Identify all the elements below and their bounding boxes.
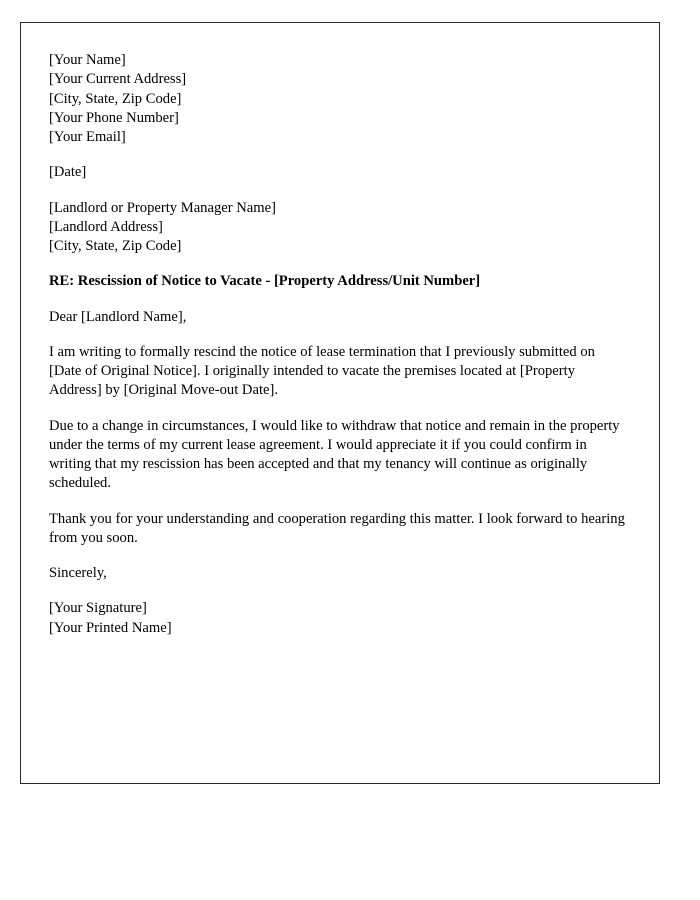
recipient-line-address: [Landlord Address] bbox=[49, 218, 163, 235]
sender-line-address: [Your Current Address] bbox=[49, 71, 187, 88]
sender-line-city: [City, State, Zip Code] bbox=[49, 90, 182, 107]
letter-body bbox=[21, 23, 659, 638]
letter-page bbox=[20, 22, 660, 784]
sender-line-phone: [Your Phone Number] bbox=[49, 109, 179, 126]
date-block bbox=[49, 163, 629, 182]
printed-name-line: [Your Printed Name] bbox=[49, 619, 172, 636]
signature-block bbox=[49, 599, 629, 638]
recipient-line-name: [Landlord or Property Manager Name] bbox=[49, 199, 276, 216]
subject-line: RE: Rescission of Notice to Vacate - [Property Address/Unit Number] bbox=[49, 273, 481, 290]
body-paragraph-3: Thank you for your understanding and cooperation regarding this matter. I look forward to hearing from you soon. bbox=[49, 510, 625, 546]
date-line: [Date] bbox=[49, 164, 87, 181]
salutation: Dear [Landlord Name], bbox=[49, 308, 187, 325]
closing: Sincerely, bbox=[49, 565, 107, 581]
recipient-address-block bbox=[49, 199, 629, 257]
body-paragraph-2: Due to a change in circumstances, I would like to withdraw that notice and remain in the property under the terms of my current lease agreement. I would appreciate it if you could confirm in writing that my rescission has been accepted and that my tenancy will continue as originally scheduled. bbox=[49, 417, 620, 492]
recipient-line-city: [City, State, Zip Code] bbox=[49, 238, 182, 254]
sender-line-name: [Your Name] bbox=[49, 52, 126, 68]
body-paragraph-1: I am writing to formally rescind the notice of lease termination that I previously submitted on [Date of Original Notice]. I originally intended to vacate the premises located at [Property Address] by [Original Move-out Date]. bbox=[49, 343, 595, 399]
sender-line-email: [Your Email] bbox=[49, 129, 126, 145]
signature-line: [Your Signature] bbox=[49, 600, 147, 617]
sender-address-block bbox=[49, 51, 629, 147]
